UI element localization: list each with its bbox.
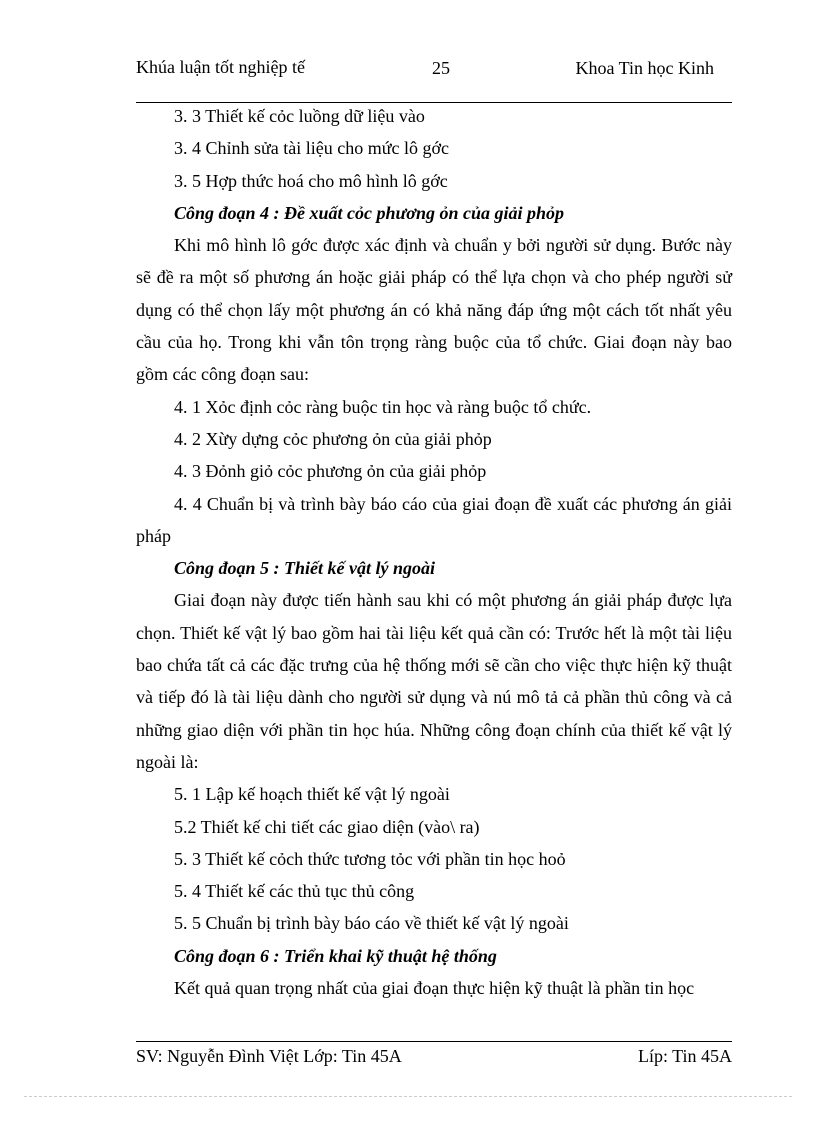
footer-class: Líp: Tin 45A bbox=[637, 1046, 732, 1066]
page-footer bbox=[136, 1041, 732, 1066]
paragraph bbox=[136, 488, 732, 553]
paragraph bbox=[136, 229, 732, 390]
list-item: 3. 5 Hợp thức hoá cho mô hình lô gớc bbox=[174, 170, 448, 191]
header-left-title: Khúa luận tốt nghiệp tế bbox=[136, 57, 305, 77]
footer-student: SV: Nguyễn Đình Việt Lớp: Tin 45A bbox=[136, 1046, 402, 1066]
list-item: 3. 4 Chỉnh sửa tài liệu cho mức lô gớc bbox=[174, 138, 449, 159]
paragraph-text: Khi mô hình lô gớc được xác định và chuẩn y bởi người sử dụng. Bước này sẽ đề ra một số phương án hoặc giải pháp có thể lựa chọn và cho phép người sử dụng có thể chọn lấy một phương án có khả năng đáp ứng một cách tốt nhất yêu cầu của họ. Trong khi vẫn tôn trọng ràng buộc của tổ chức. Giai đoạn này bao gồm các công đoạn sau: bbox=[136, 235, 732, 385]
list-item: 4. 2 Xừy dựng cỏc phương ỏn của giải phỏp bbox=[174, 428, 492, 449]
list-item: 5.2 Thiết kế chi tiết các giao diện (vào\ ra) bbox=[174, 816, 480, 837]
header-right-title: Khoa Tin học Kinh bbox=[575, 58, 714, 78]
section-heading: Công đoạn 5 : Thiết kế vật lý ngoài bbox=[174, 558, 435, 579]
list-item: 5. 1 Lập kế hoạch thiết kế vật lý ngoài bbox=[174, 784, 450, 805]
page-break-divider bbox=[24, 1096, 792, 1097]
list-item: 4. 1 Xỏc định cỏc ràng buộc tin học và ràng buộc tổ chức. bbox=[174, 396, 592, 417]
list-item: 4. 3 Đỏnh giỏ cỏc phương ỏn của giải phỏp bbox=[174, 461, 487, 482]
list-item: 3. 3 Thiết kế cỏc luồng dữ liệu vào bbox=[174, 106, 425, 126]
section-heading: Công đoạn 4 : Đề xuất cỏc phương ỏn của giải phỏp bbox=[174, 202, 564, 223]
paragraph-text: Kết quả quan trọng nhất của giai đoạn thực hiện kỹ thuật là phần tin học bbox=[174, 978, 695, 999]
paragraph-text: Giai đoạn này được tiến hành sau khi có một phương án giải pháp được lựa chọn. Thiết kế vật lý bao gồm hai tài liệu kết quả cần có: Trước hết là một tài liệu bao chứa tất cả các đặc trưng của hệ thống mới sẽ cần cho việc thực hiện kỹ thuật và tiếp đó là tài liệu dành cho người sử dụng và nú mô tả cả phần thủ công và cả những giao diện với phần tin học húa. Những công đoạn chính của thiết kế vật lý ngoài là: bbox=[136, 590, 732, 772]
list-item: 5. 4 Thiết kế các thủ tục thủ công bbox=[174, 881, 415, 902]
paragraph bbox=[136, 584, 732, 778]
list-item: 5. 5 Chuẩn bị trình bày báo cáo về thiết kế vật lý ngoài bbox=[174, 913, 569, 934]
page-number: 25 bbox=[432, 58, 450, 78]
page-header bbox=[136, 58, 732, 103]
page-body bbox=[136, 100, 732, 1004]
list-item: 5. 3 Thiết kế cỏch thức tương tỏc với phần tin học hoỏ bbox=[174, 848, 566, 869]
section-heading: Công đoạn 6 : Triển khai kỹ thuật hệ thống bbox=[174, 945, 497, 966]
paragraph-text: 4. 4 Chuẩn bị và trình bày báo cáo của giai đoạn đề xuất các phương án giải pháp bbox=[136, 493, 732, 546]
